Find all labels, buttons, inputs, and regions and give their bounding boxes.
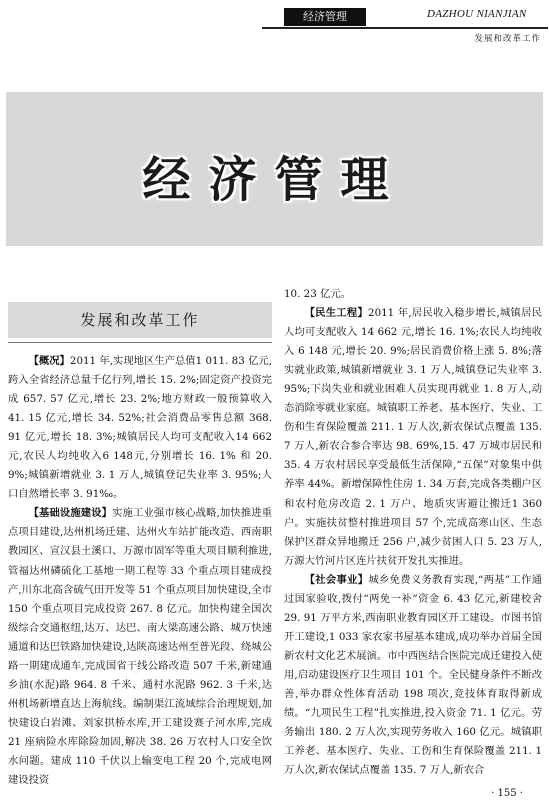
paragraph [8, 504, 272, 790]
paragraph-text: 2011 年,居民收入稳步增长,城镇居民人均可支配收入 14 662 元,增长 16. 1%;农民人均纯收入 6 148 元,增长 20. 9%;居民消费价格上涨 5. 8%;落实就业政策,城镇新增就业 3. 1 万人,城镇登记失业率 3. 95%;下岗失业和就业困难人员实现再就业 1. 8 万人,动态消除零就业家庭。城镇职工养老、基本医疗、失业、工伤和生育保险覆盖 211. 1 万人次,新农保试点覆盖 135. 7 万人,新农合参合率达 98. 69%,15. 47 万城市居民和 35. 4 万农村居民享受最低生活保障,“五保”对象集中供养率 44%。新增保障性住房 1. 34 万套,完成各类棚户区和农村危房改造 2. 1 万户、地质灾害避让搬迁1 360户。实施扶贫整村推进项目 57 个,完成高寒山区、生态保护区群众异地搬迁 256 户,减少贫困人口 5. 23 万人,万源大竹河片区连片扶贫开发扎实推进。 [284, 307, 542, 567]
paragraph-text: 2011 年,实现地区生产总值1 011. 83 亿元,跨入全省经济总量千亿行列,增长 15. 2%;固定资产投资完成 657. 57 亿元,增长 23. 2%;地方财政一般预算收入 41. 15 亿元,增长 34. 52%;社会消费品零售总额 368. 91 亿元,增长 18. 3%;城镇居民人均可支配收入14 662元,农民人均纯收入6 148元,分别增长 16. 1% 和 20. 9%;城镇新增就业 3. 1 万人,城镇登记失业率 3. 95%;人口自然增长率 3. 91‰。 [8, 355, 272, 501]
section-tag: 经济管理 [284, 8, 366, 26]
page-number: · 155 · [491, 788, 523, 799]
paragraph-text: 10. 23 亿元。 [284, 288, 351, 300]
section-heading: 发展和改革工作 [8, 302, 272, 338]
paragraph-text: 实施工业强市核心战略,加快推进重点项目建设,达州机场迁建、达州火车站扩能改造、西南职教园区、宣汉县土溪口、万源市固军等重大项目顺利推进,管福达州磷硫化工基地一期工程等 33 个重点项目建成投产,川东北高含硫气田开发等 51 个重点项目加快建设,全市 150 个重点项目完成投资 267. 8 亿元。加快构建全国次级综合交通枢纽,达万、达巴、南大梁高速公路、城万快速通道和达巴铁路加快建设,达陕高速达州至普光段、绕城公路一期建成通车,完成国省干线公路改造 507 千米,新建通乡油(水泥)路 964. 8 千米、通村水泥路 962. 3 千米,达州机场新增直达上海航线。编制渠江流域综合治理规划,加快建设白岩滩、刘家拱桥水库,开工建设赛子河水库,完成 21 座病险水库除险加固,解决 38. 26 万农村人口安全饮水问题。建成 110 千伏以上输变电工程 20 个,完成电网建设投资 [8, 507, 273, 787]
chapter-banner [6, 92, 543, 246]
paragraph-label: 【民生工程】 [304, 307, 369, 320]
chapter-title: 经济管理 [142, 152, 407, 208]
header-rule [262, 27, 548, 29]
journal-title-en: DAZHOU NIANJIAN [427, 8, 527, 20]
paragraph-label: 【社会事业】 [304, 573, 369, 586]
section-rule [8, 342, 272, 343]
paragraph [8, 352, 272, 504]
paragraph [284, 571, 542, 781]
paragraph-text: 城乡免费义务教育实现,“两基”工作通过国家验收,拨付“两免一补”资金 6. 43 亿元,新建校舍 29. 91 万平方米,西南职业教育园区开工建设。市图书馆开工建设,1 033 家农家书屋基本建成,成功举办首届全国新农村文化艺术展演。市中西医结合医院完成迁建投入使用,启动建设医疗卫生项目 101 个。全民健身条件不断改善,举办群众性体育活动 198 项次,竞技体育取得新成绩。“九项民生工程”扎实推进,投入资金 71. 1 亿元。劳务输出 180. 2 万人次,实现劳务收入 160 亿元。城镇职工养老、基本医疗、失业、工伤和生育保险覆盖 211. 1 万人次,新农保试点覆盖 135. 7 万人,新农合 [284, 573, 542, 777]
left-column [8, 352, 272, 790]
right-column [284, 285, 542, 780]
paragraph-label: 【基础设施建设】 [28, 507, 113, 520]
sub-section-label: 发展和改革工作 [474, 34, 541, 44]
paragraph-label: 【概况】 [28, 355, 70, 367]
paragraph [284, 304, 542, 571]
paragraph [284, 285, 542, 304]
